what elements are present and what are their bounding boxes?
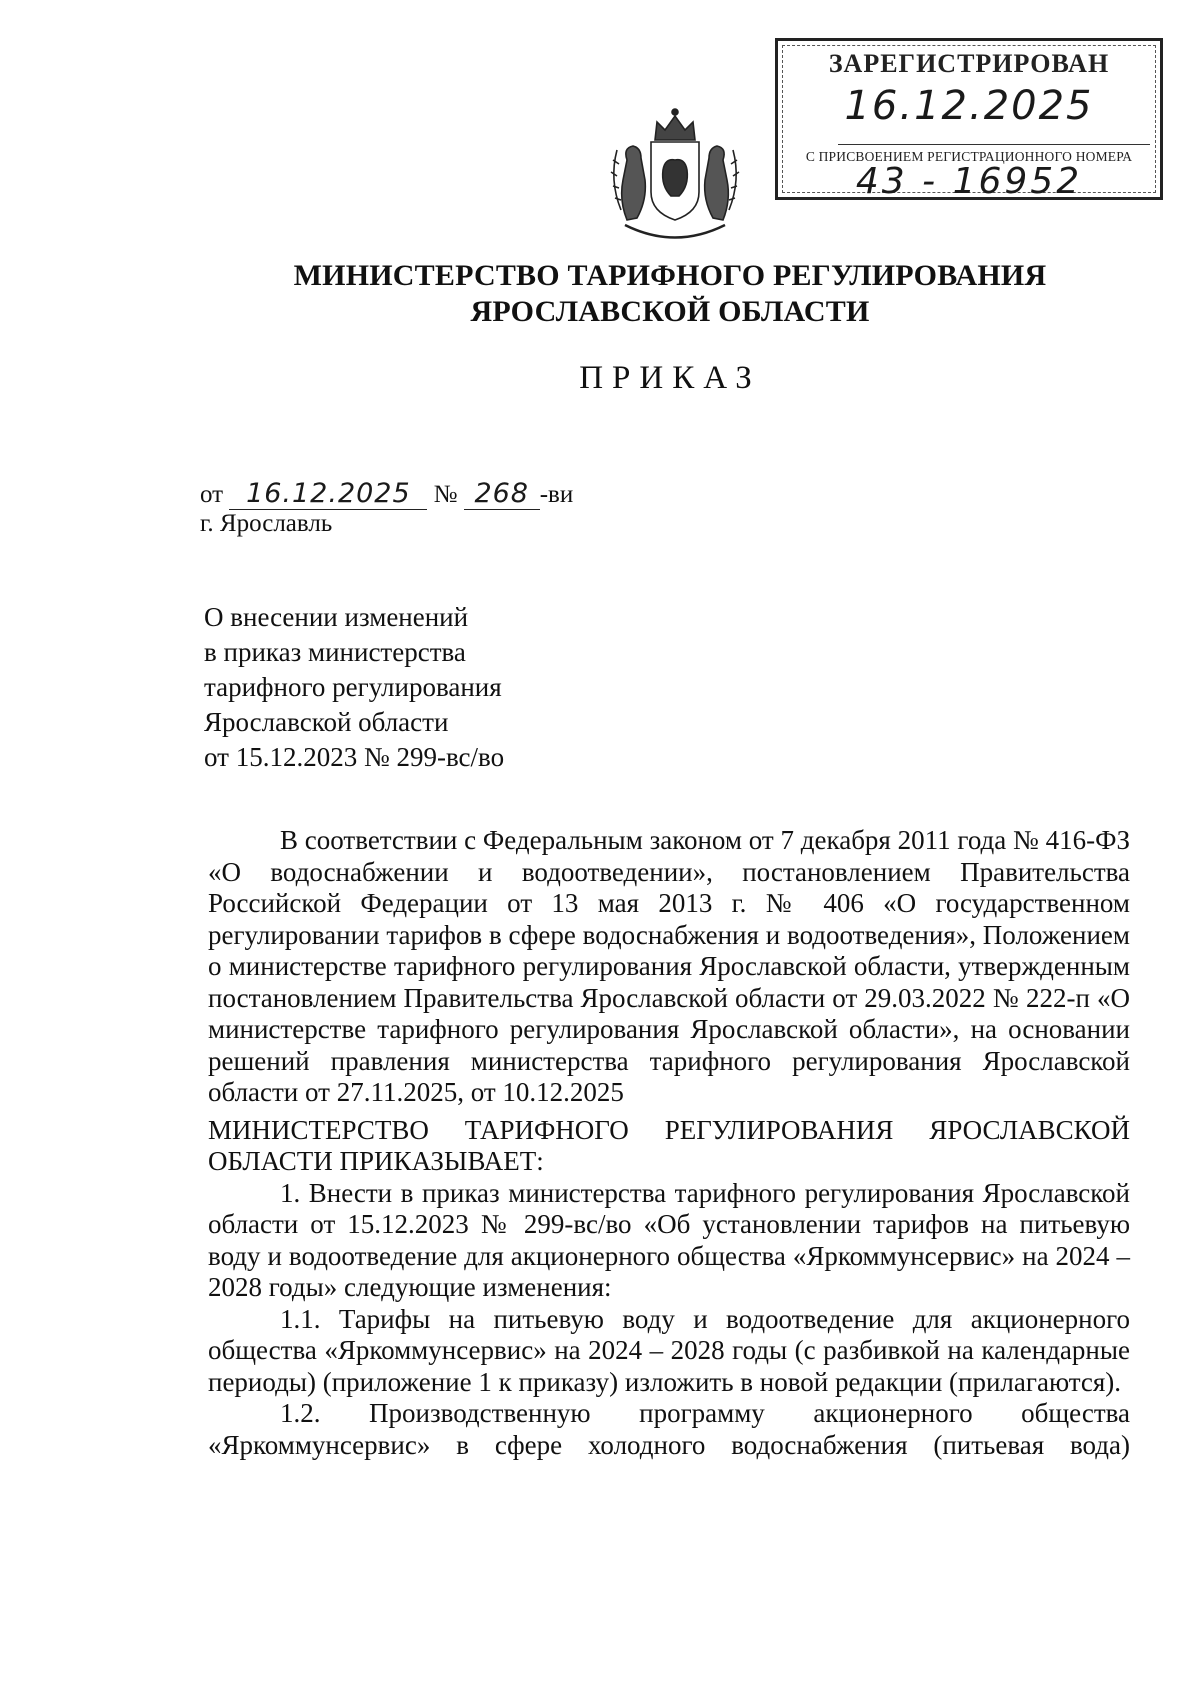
preamble-paragraph: В соответствии с Федеральным законом от 7 декабря 2011 года № 416-ФЗ «О водоснабжении и водоотведении», постановлением Правительства Российской Федерации от 13 мая 2013 г. № 406 «О государственном регулировании тарифов в сфере водоснабжения и водоотведения», Положением о министерстве тарифного регулирования Ярославской области, утвержденным постановлением Правительства Ярославской области от 29.03.2022 № 222-п «О министерстве тарифного регулирования Ярославской области», на основании решений правления министерства тарифного регулирования Ярославской области от 27.11.2025, от 10.12.2025 bbox=[208, 825, 1130, 1107]
stamp-subtitle: С ПРИСВОЕНИЕМ РЕГИСТРАЦИОННОГО НОМЕРА bbox=[805, 149, 1133, 164]
registration-stamp bbox=[775, 38, 1163, 200]
order-line: МИНИСТЕРСТВО ТАРИФНОГО РЕГУЛИРОВАНИЯ ЯРОСЛАВСКОЙ ОБЛАСТИ ПРИКАЗЫВАЕТ: bbox=[208, 1114, 1130, 1176]
subject-block bbox=[204, 600, 504, 775]
reference-line bbox=[200, 478, 573, 510]
city: г. Ярославль bbox=[200, 510, 333, 537]
subject-line: О внесении изменений bbox=[204, 602, 469, 632]
ministry-line-2: ЯРОСЛАВСКОЙ ОБЛАСТИ bbox=[470, 295, 870, 328]
reference-date: 16.12.2025 bbox=[229, 478, 427, 510]
ministry-line-1: МИНИСТЕРСТВО ТАРИФНОГО РЕГУЛИРОВАНИЯ bbox=[293, 259, 1047, 292]
ministry-name bbox=[0, 258, 1200, 330]
subject-line: от 15.12.2023 № 299-вс/во bbox=[204, 742, 505, 772]
item-1: 1. Внести в приказ министерства тарифного регулирования Ярославской области от 15.12.2023 № 299-вс/во «Об установлении тарифов на питьевую воду и водоотведение для акционерного общества «Яркоммунсервис» на 2024 – 2028 годы» следующие изменения: bbox=[208, 1177, 1130, 1302]
document-type: ПРИКАЗ bbox=[579, 360, 761, 396]
subject-line: в приказ министерства bbox=[204, 637, 466, 667]
reference-prefix: от bbox=[200, 481, 224, 508]
reference-number: 268 bbox=[464, 478, 540, 510]
document-body bbox=[208, 825, 1130, 1461]
subject-line: Ярославской области bbox=[204, 707, 449, 737]
item-1-2: 1.2. Производственную программу акционерного общества «Яркоммунсервис» в сфере холодного водоснабжения (питьевая вода) bbox=[208, 1398, 1130, 1460]
subject-line: тарифного регулирования bbox=[204, 672, 502, 702]
stamp-registration-number: 43 - 16952 bbox=[855, 161, 1083, 202]
coat-of-arms-icon bbox=[605, 100, 745, 245]
item-1-1: 1.1. Тарифы на питьевую воду и водоотведение для акционерного общества «Яркоммунсервис» на 2024 – 2028 годы (с разбивкой на календарные периоды) (приложение 1 к приказу) изложить в новой редакции (прилагаются). bbox=[208, 1303, 1130, 1397]
reference-suffix: -ви bbox=[539, 481, 574, 508]
reference-number-sign: № bbox=[433, 481, 458, 508]
stamp-date: 16.12.2025 bbox=[844, 83, 1094, 129]
stamp-title: ЗАРЕГИСТРИРОВАН bbox=[828, 49, 1110, 78]
